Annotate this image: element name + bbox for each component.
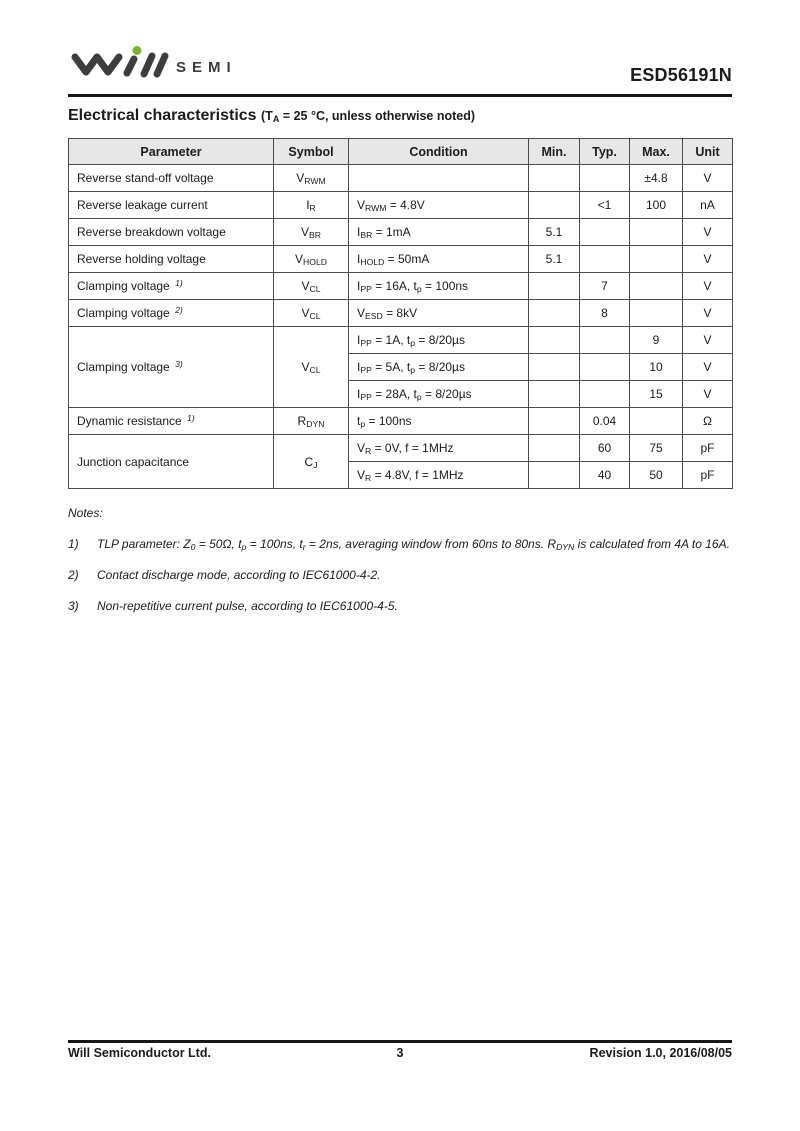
- table-row: [69, 435, 733, 462]
- table-cell: [580, 327, 630, 354]
- section-subtitle: ($T_A = 25$ °C, unless otherwise noted): [261, 109, 476, 124]
- column-header: Condition: [349, 139, 529, 165]
- column-header: Min.: [529, 139, 580, 165]
- table-cell: $V_{CL}$: [274, 327, 349, 408]
- table-cell: Clamping voltage $^{2)}$: [69, 300, 274, 327]
- table-cell: V: [683, 381, 733, 408]
- column-header: Max.: [630, 139, 683, 165]
- table-cell: $I_{BR} = 1mA$: [349, 219, 529, 246]
- table-cell: 0.04: [580, 408, 630, 435]
- notes-list: [68, 533, 732, 618]
- table-cell: [580, 246, 630, 273]
- table-cell: [529, 435, 580, 462]
- note-text: Non-repetitive current pulse, according to IEC61000-4-5.: [97, 599, 398, 614]
- logo-i-stem: [127, 59, 134, 73]
- table-cell: ±4.8: [630, 165, 683, 192]
- will-semi-logo: [68, 44, 238, 91]
- column-header: Parameter: [69, 139, 274, 165]
- footer-company: Will Semiconductor Ltd.: [68, 1046, 211, 1060]
- table-cell: [529, 354, 580, 381]
- table-header-row: [69, 139, 733, 165]
- table-cell: V: [683, 327, 733, 354]
- note-text: Contact discharge mode, according to IEC61000-4-2.: [97, 568, 381, 583]
- header-rule: [68, 94, 732, 97]
- table-cell: 75: [630, 435, 683, 462]
- table-cell: [529, 273, 580, 300]
- table-cell: [349, 165, 529, 192]
- table-cell: [630, 408, 683, 435]
- table-cell: $V_R = 4.8V$, f = 1MHz: [349, 462, 529, 489]
- table-head: [69, 139, 733, 165]
- table-cell: Ω: [683, 408, 733, 435]
- table-cell: $I_{PP} = 16A$, $t_p = 100ns$: [349, 273, 529, 300]
- table-cell: 5.1: [529, 219, 580, 246]
- logo-slash-1: [144, 56, 152, 74]
- table-cell: 9: [630, 327, 683, 354]
- notes-section: [68, 506, 732, 618]
- table-cell: 7: [580, 273, 630, 300]
- table-cell: [630, 246, 683, 273]
- table-row: [69, 165, 733, 192]
- table-cell: V: [683, 300, 733, 327]
- table-cell: $V_{CL}$: [274, 273, 349, 300]
- table-cell: $V_{RWM}$: [274, 165, 349, 192]
- table-cell: Reverse stand-off voltage: [69, 165, 274, 192]
- table-cell: 50: [630, 462, 683, 489]
- document-header: [68, 0, 732, 91]
- note-number: 2): [68, 568, 79, 583]
- table-cell: $V_{ESD} = 8kV$: [349, 300, 529, 327]
- table-cell: [529, 462, 580, 489]
- footer-rule: [68, 1040, 732, 1043]
- table-cell: $C_J$: [274, 435, 349, 489]
- table-cell: Clamping voltage $^{3)}$: [69, 327, 274, 408]
- table-cell: $R_{DYN}$: [274, 408, 349, 435]
- column-header: Unit: [683, 139, 733, 165]
- table-row: [69, 219, 733, 246]
- notes-label: Notes:: [68, 506, 103, 520]
- table-cell: Reverse holding voltage: [69, 246, 274, 273]
- footer-page-number: 3: [396, 1046, 404, 1060]
- table-cell: $I_R$: [274, 192, 349, 219]
- note-item: [68, 564, 732, 586]
- table-row: [69, 327, 733, 354]
- section-title: [68, 107, 732, 125]
- note-number: 3): [68, 599, 79, 614]
- table-cell: Reverse leakage current: [69, 192, 274, 219]
- table-cell: $V_{HOLD}$: [274, 246, 349, 273]
- table-cell: <1: [580, 192, 630, 219]
- logo-w-mark: [75, 57, 119, 72]
- table-cell: Reverse breakdown voltage: [69, 219, 274, 246]
- table-row: [69, 408, 733, 435]
- table-cell: [529, 192, 580, 219]
- table-cell: $V_{BR}$: [274, 219, 349, 246]
- table-cell: $I_{PP} = 1A$, $t_p = 8/20\mu s$: [349, 327, 529, 354]
- table-cell: Junction capacitance: [69, 435, 274, 489]
- table-cell: $V_{RWM} = 4.8V$: [349, 192, 529, 219]
- table-cell: [529, 327, 580, 354]
- table-cell: $V_{CL}$: [274, 300, 349, 327]
- table-cell: 5.1: [529, 246, 580, 273]
- table-cell: [580, 354, 630, 381]
- table-cell: [529, 381, 580, 408]
- table-cell: 60: [580, 435, 630, 462]
- table-cell: $V_R = 0V$, f = 1MHz: [349, 435, 529, 462]
- table-cell: 40: [580, 462, 630, 489]
- table-row: [69, 273, 733, 300]
- table-cell: $I_{HOLD} = 50mA$: [349, 246, 529, 273]
- table-cell: [630, 219, 683, 246]
- table-row: [69, 192, 733, 219]
- note-number: 1): [68, 537, 79, 551]
- table-cell: pF: [683, 462, 733, 489]
- table-cell: Clamping voltage $^{1)}$: [69, 273, 274, 300]
- table-cell: [630, 300, 683, 327]
- table-cell: Dynamic resistance $^{1)}$: [69, 408, 274, 435]
- table-cell: V: [683, 165, 733, 192]
- table-cell: $I_{PP} = 5A$, $t_p = 8/20\mu s$: [349, 354, 529, 381]
- table-cell: $I_{PP} = 28A$, $t_p = 8/20\mu s$: [349, 381, 529, 408]
- table-row: [69, 246, 733, 273]
- logo-semi-text: SEMI: [176, 59, 237, 76]
- footer-revision: Revision 1.0, 2016/08/05: [589, 1046, 733, 1060]
- table-cell: [529, 165, 580, 192]
- table-cell: V: [683, 354, 733, 381]
- table-cell: 100: [630, 192, 683, 219]
- page-footer: [68, 1040, 732, 1060]
- section-title-text: Electrical characteristics: [68, 107, 257, 124]
- table-cell: [580, 381, 630, 408]
- table-cell: 15: [630, 381, 683, 408]
- table-cell: [630, 273, 683, 300]
- table-cell: [529, 300, 580, 327]
- table-cell: 10: [630, 354, 683, 381]
- electrical-characteristics-table: [68, 138, 733, 489]
- table-row: [69, 300, 733, 327]
- table-cell: [529, 408, 580, 435]
- table-cell: [580, 165, 630, 192]
- table-cell: $t_p = 100ns$: [349, 408, 529, 435]
- table-body: [69, 165, 733, 489]
- note-item: [68, 595, 732, 617]
- table-cell: V: [683, 273, 733, 300]
- column-header: Symbol: [274, 139, 349, 165]
- part-number: ESD56191N: [630, 65, 732, 85]
- table-cell: V: [683, 219, 733, 246]
- table-cell: [580, 219, 630, 246]
- note-text: TLP parameter: $Z_0 = 50\Omega$, $t_p = 100ns$, $t_r = 2ns$, averaging window from 60ns to 80ns. $R_{DYN}$ is calculated from 4A to 16A.: [97, 537, 730, 552]
- table-cell: 8: [580, 300, 630, 327]
- note-item: [68, 533, 732, 555]
- logo-dot: [133, 46, 142, 55]
- table-cell: nA: [683, 192, 733, 219]
- table-cell: pF: [683, 435, 733, 462]
- logo-slash-2: [157, 56, 165, 74]
- logo-graphic: [68, 44, 238, 86]
- table-cell: V: [683, 246, 733, 273]
- column-header: Typ.: [580, 139, 630, 165]
